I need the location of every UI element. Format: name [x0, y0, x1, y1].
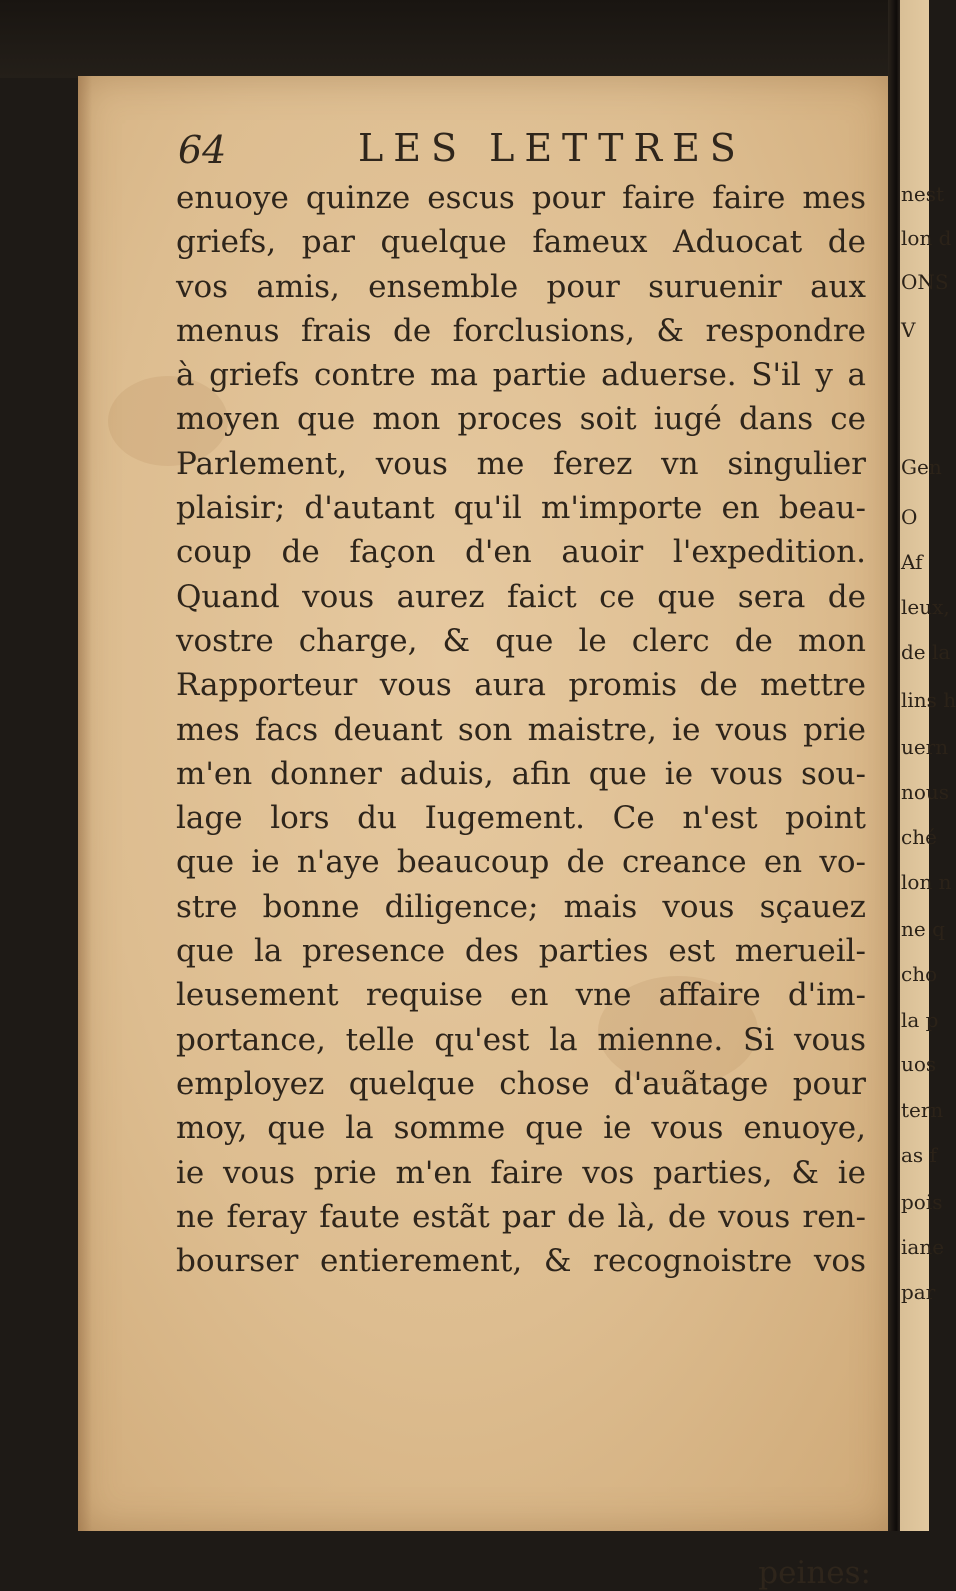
text-line: portance, telle qu'est la mienne. Si vous: [176, 1021, 866, 1058]
text-line: moyen que mon proces soit iugé dans ce: [176, 401, 866, 438]
text-line: plaisir; d'autant qu'il m'importe en beau-: [176, 490, 866, 527]
text-line: enuoye quinze escus pour faire faire mes: [176, 180, 866, 216]
adjacent-page-fragment: Gen: [901, 455, 942, 479]
adjacent-page-fragment: cho: [901, 962, 938, 986]
adjacent-page-fragment: ONS: [901, 270, 949, 294]
text-line: leusement requise en vne affaire d'im-: [176, 977, 866, 1014]
text-line: griefs, par quelque fameux Aduocat de: [176, 224, 866, 261]
text-line: lage lors du Iugement. Ce n'est point: [176, 800, 866, 837]
text-line: à griefs contre ma partie aduerse. S'il y a: [176, 357, 866, 394]
adjacent-page-fragment: nous: [901, 780, 950, 804]
adjacent-page-fragment: ne q: [901, 917, 945, 941]
adjacent-page-fragment: as f: [901, 1143, 937, 1167]
text-line: coup de façon d'en auoir l'expedition.: [176, 534, 866, 571]
page-header: [178, 126, 778, 176]
text-line: Quand vous aurez faict ce que sera de: [176, 578, 866, 615]
text-line: Parlement, vous me ferez vn singulier: [176, 445, 866, 482]
adjacent-page-edge: [900, 0, 956, 1531]
adjacent-page-fragment: ché: [901, 825, 937, 849]
text-line: mes facs deuant son maistre, ie vous prie: [176, 711, 866, 748]
text-line: ie vous prie m'en faire vos parties, & ie: [176, 1154, 866, 1191]
text-line: employez quelque chose d'auãtage pour: [176, 1065, 866, 1102]
text-line: ne feray faute estãt par de là, de vous ren-: [176, 1198, 866, 1235]
text-line: m'en donner aduis, afin que ie vous sou-: [176, 755, 866, 792]
text-line: bourser entierement, & recognoistre vos: [176, 1243, 866, 1280]
body-text: [176, 176, 866, 1283]
adjacent-page-fragment: Af: [901, 550, 923, 574]
adjacent-page-fragment: uos: [901, 1052, 937, 1076]
scan-background: [0, 0, 929, 78]
adjacent-page-fragment: iane: [901, 1235, 945, 1259]
book-page: [78, 76, 893, 1591]
text-line: que la presence des parties est merueil-: [176, 933, 866, 970]
text-line: menus frais de forclusions, & respondre: [176, 312, 866, 349]
adjacent-page-fragment: O: [901, 505, 918, 529]
adjacent-page-fragment: lon d: [901, 226, 952, 250]
text-line: que ie n'aye beaucoup de creance en vo-: [176, 844, 866, 881]
text-line: vos amis, ensemble pour suruenir aux: [176, 268, 866, 305]
page-number: 64: [178, 128, 227, 172]
catchword: peines:: [758, 1555, 871, 1591]
adjacent-page-fragment: pois: [901, 1190, 943, 1214]
adjacent-page-fragment: tern: [901, 1098, 944, 1122]
adjacent-page-fragment: lins h: [901, 688, 956, 712]
adjacent-page-fragment: nest: [901, 182, 945, 206]
text-line: moy, que la somme que ie vous enuoye,: [176, 1110, 866, 1147]
adjacent-page-fragment: la p: [901, 1008, 939, 1032]
adjacent-page-fragment: uern: [901, 735, 949, 759]
text-line: stre bonne diligence; mais vous sçauez: [176, 888, 866, 925]
adjacent-page-fragment: V: [901, 318, 916, 342]
adjacent-page-fragment: leux,: [901, 595, 950, 619]
adjacent-page-fragment: lon n: [901, 870, 952, 894]
text-line: vostre charge, & que le clerc de mon: [176, 622, 866, 659]
text-line: Rapporteur vous aura promis de mettre: [176, 667, 866, 704]
adjacent-page-fragment: de la: [901, 640, 951, 664]
running-title: LES LETTRES: [358, 126, 746, 170]
adjacent-page-fragment: par: [901, 1280, 936, 1304]
